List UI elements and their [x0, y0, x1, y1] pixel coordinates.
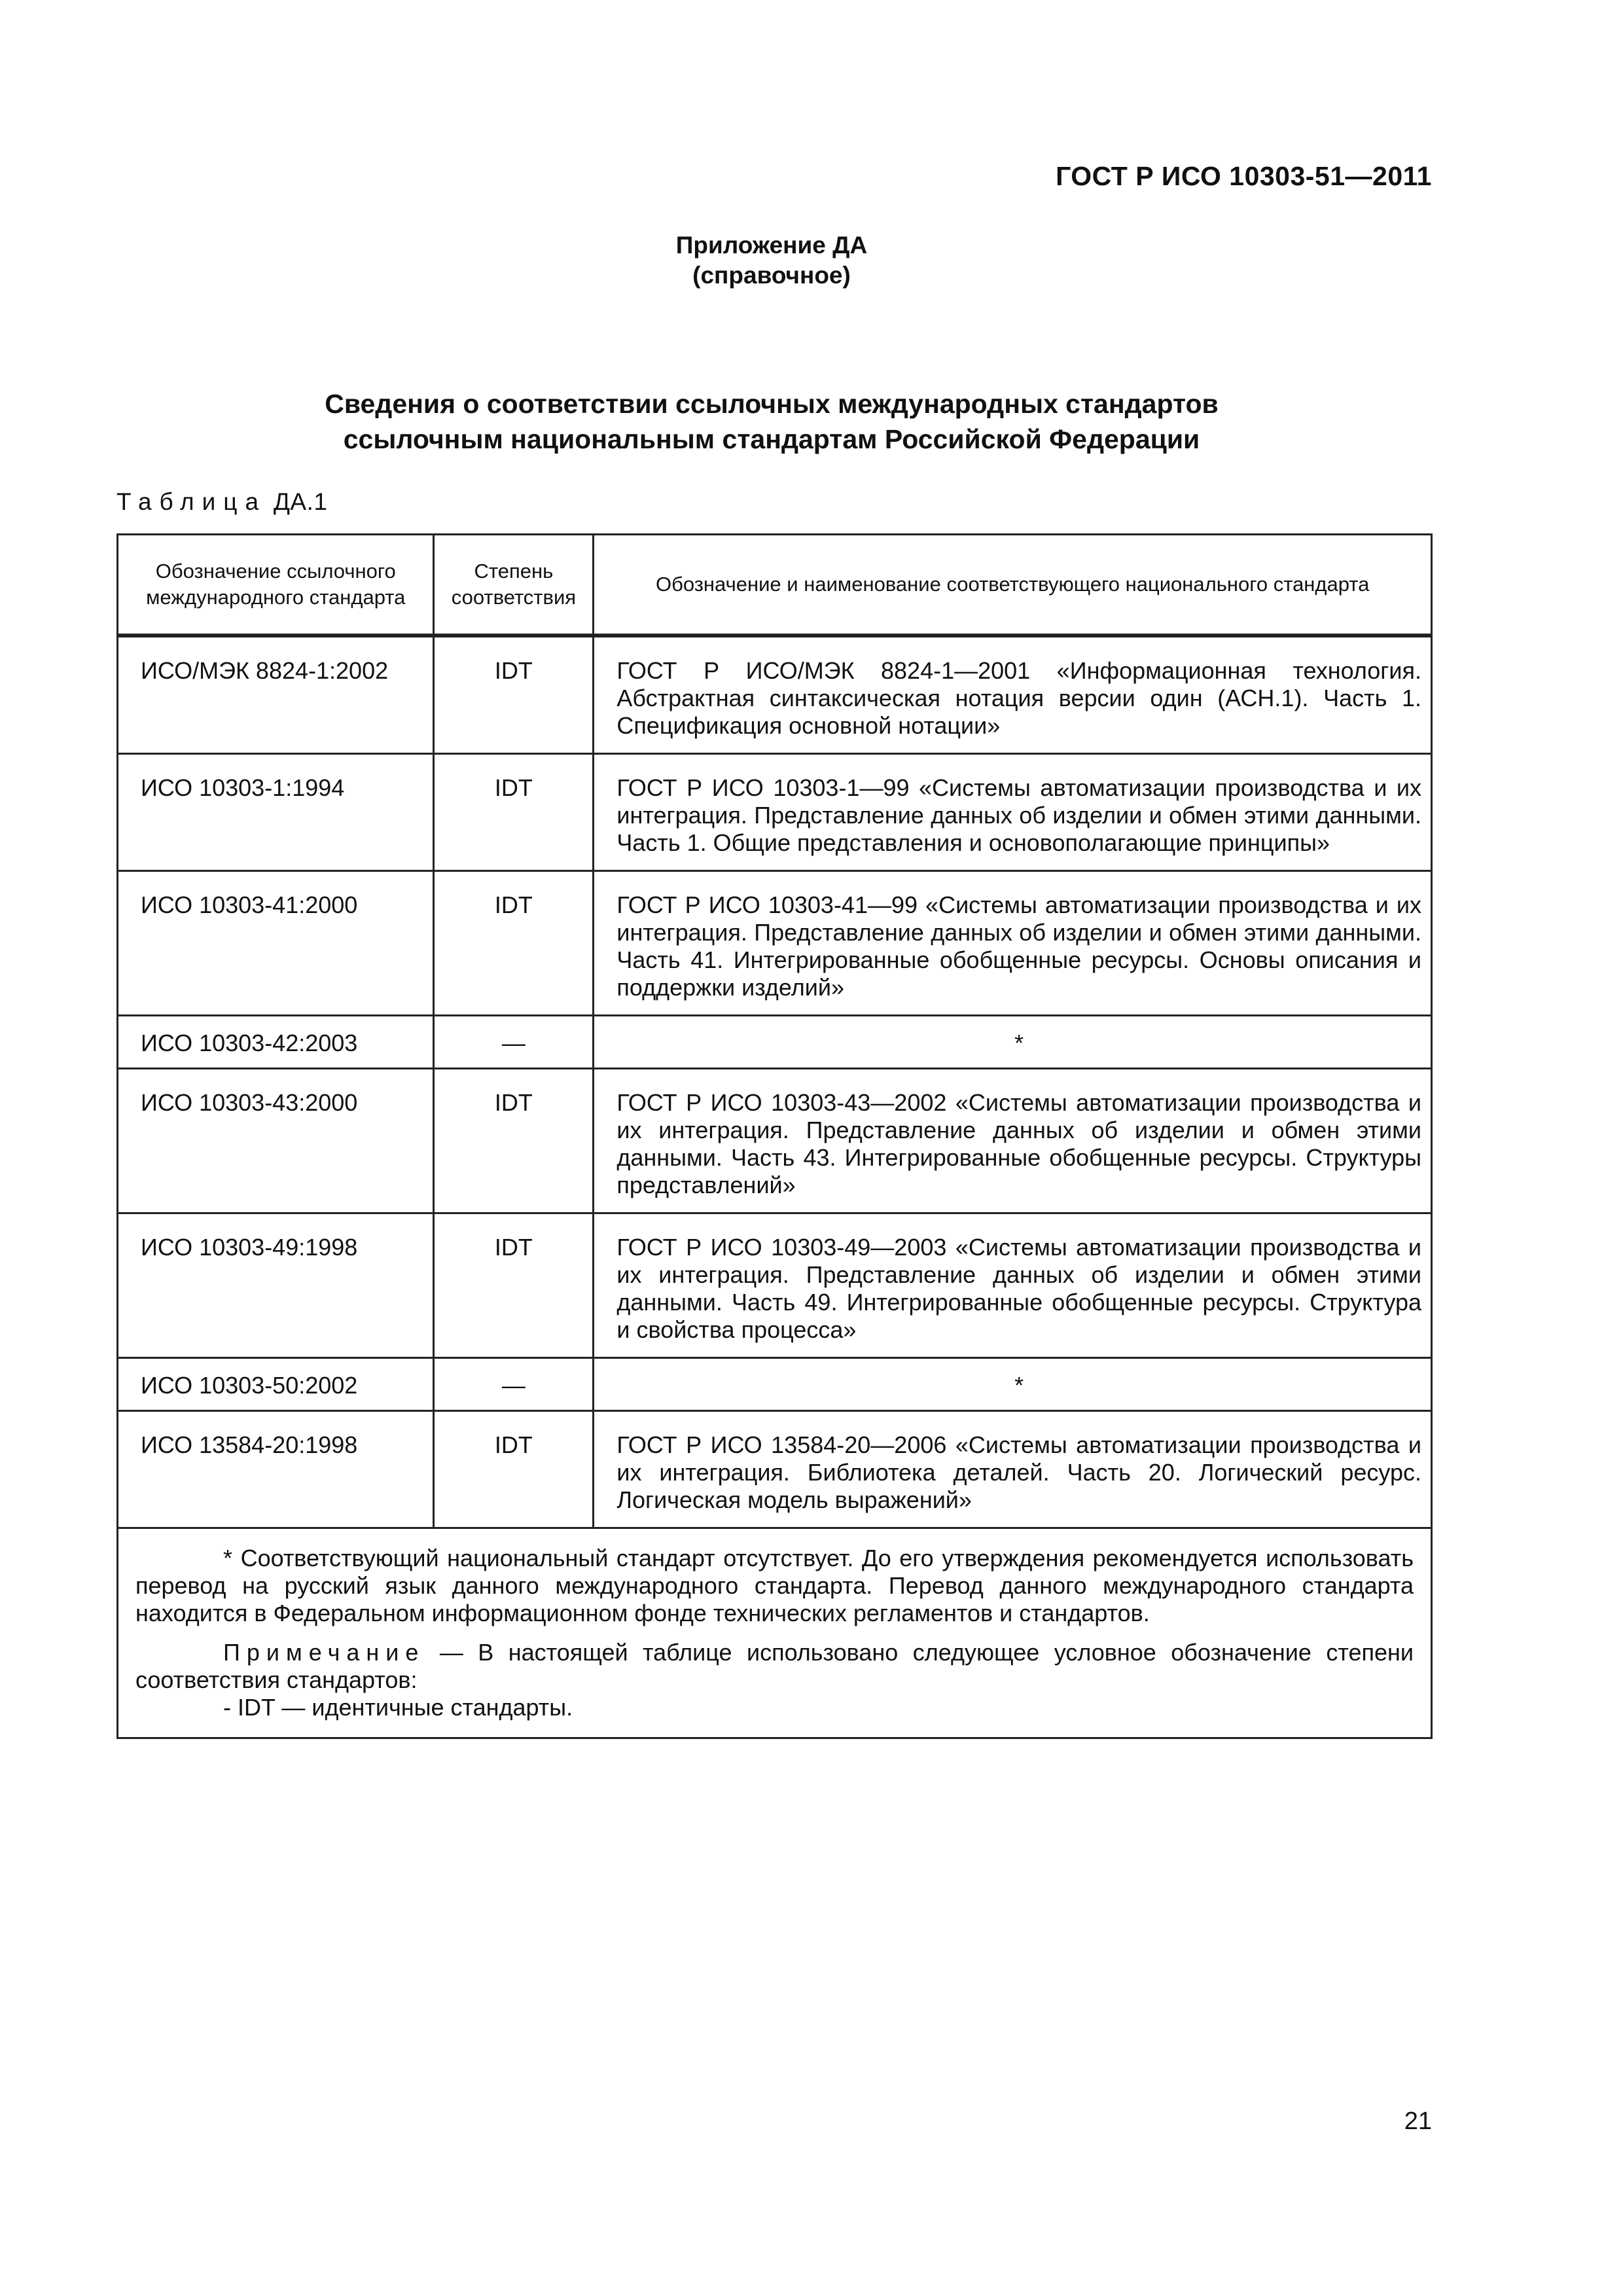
annex-subtitle: (справочное)	[692, 262, 851, 289]
table-row	[118, 871, 1432, 1016]
correspondence-table	[116, 533, 1433, 1739]
table-header-row	[118, 535, 1432, 636]
page-number: 21	[1404, 2108, 1432, 2135]
cell-degree: —	[434, 1358, 594, 1411]
cell-international-standard: ИСО 10303-50:2002	[118, 1358, 434, 1411]
footnote: * Соответствующий национальный стандарт отсутствует. До его утверждения рекомендуется использовать перевод на русский язык данного международного стандарта. Перевод данного международного стандарта находится в Федеральном информационном фонде технических регламентов и стандартов.	[135, 1545, 1414, 1626]
cell-degree: IDT	[434, 754, 594, 871]
cell-national-standard: ГОСТ Р ИСО 10303-1—99 «Системы автоматизации производства и их интеграция. Представление данных об изделии и обмен этими данными. Часть 1. Общие представления и основополагающие принципы»	[594, 754, 1432, 871]
cell-national-standard: ГОСТ Р ИСО 10303-49—2003 «Системы автоматизации производства и их интеграция. Представление данных об изделии и обмен этими данными. Часть 49. Интегрированные обобщенные ресурсы. Структура и свойства процесса»	[594, 1213, 1432, 1358]
cell-degree: IDT	[434, 636, 594, 754]
annex-heading	[0, 230, 1543, 291]
cell-degree: IDT	[434, 1213, 594, 1358]
document-code: ГОСТ Р ИСО 10303-51—2011	[1056, 161, 1432, 191]
table-label-word: Таблица	[116, 488, 267, 515]
section-title	[0, 386, 1543, 457]
note-item: - IDT — идентичные стандарты.	[223, 1694, 573, 1721]
cell-international-standard: ИСО/МЭК 8824-1:2002	[118, 636, 434, 754]
table-label	[116, 488, 327, 516]
cell-national-standard: ГОСТ Р ИСО 13584-20—2006 «Системы автоматизации производства и их интеграция. Библиотека деталей. Часть 20. Логический ресурс. Логическая модель выражений»	[594, 1411, 1432, 1528]
column-header-degree: Степень соответствия	[434, 535, 594, 636]
table-row	[118, 1213, 1432, 1358]
note-text: — В настоящей таблице использовано следующее условное обозначение степени соответствия стандартов:	[135, 1639, 1414, 1693]
table-row	[118, 636, 1432, 754]
cell-degree: IDT	[434, 871, 594, 1016]
cell-international-standard: ИСО 10303-1:1994	[118, 754, 434, 871]
table-label-number: ДА.1	[273, 488, 328, 515]
cell-national-standard: *	[594, 1358, 1432, 1411]
cell-national-standard: *	[594, 1016, 1432, 1069]
table-row	[118, 1016, 1432, 1069]
cell-international-standard: ИСО 13584-20:1998	[118, 1411, 434, 1528]
table-notes	[118, 1528, 1432, 1738]
column-header-international-standard: Обозначение ссылочного международного стандарта	[118, 535, 434, 636]
cell-national-standard: ГОСТ Р ИСО 10303-41—99 «Системы автоматизации производства и их интеграция. Представление данных об изделии и обмен этими данными. Часть 41. Интегрированные обобщенные ресурсы. Основы описания и поддержки изделий»	[594, 871, 1432, 1016]
cell-degree: IDT	[434, 1069, 594, 1213]
cell-degree: —	[434, 1016, 594, 1069]
table-row	[118, 754, 1432, 871]
cell-international-standard: ИСО 10303-41:2000	[118, 871, 434, 1016]
table-row	[118, 1411, 1432, 1528]
annex-title: Приложение ДА	[675, 232, 868, 259]
section-title-line-2: ссылочным национальным стандартам Российской Федерации	[343, 424, 1200, 454]
cell-degree: IDT	[434, 1411, 594, 1528]
cell-national-standard: ГОСТ Р ИСО/МЭК 8824-1—2001 «Информационная технология. Абстрактная синтаксическая нотация версии один (АСН.1). Часть 1. Спецификация основной нотации»	[594, 636, 1432, 754]
cell-international-standard: ИСО 10303-49:1998	[118, 1213, 434, 1358]
table-row	[118, 1069, 1432, 1213]
column-header-national-standard: Обозначение и наименование соответствующего национального стандарта	[594, 535, 1432, 636]
cell-international-standard: ИСО 10303-42:2003	[118, 1016, 434, 1069]
section-title-line-1: Сведения о соответствии ссылочных международных стандартов	[325, 389, 1219, 419]
table-notes-row	[118, 1528, 1432, 1738]
note	[135, 1639, 1414, 1694]
table-row	[118, 1358, 1432, 1411]
cell-international-standard: ИСО 10303-43:2000	[118, 1069, 434, 1213]
cell-national-standard: ГОСТ Р ИСО 10303-43—2002 «Системы автоматизации производства и их интеграция. Представление данных об изделии и обмен этими данными. Часть 43. Интегрированные обобщенные ресурсы. Структуры представлений»	[594, 1069, 1432, 1213]
note-label: Примечание	[223, 1639, 425, 1666]
